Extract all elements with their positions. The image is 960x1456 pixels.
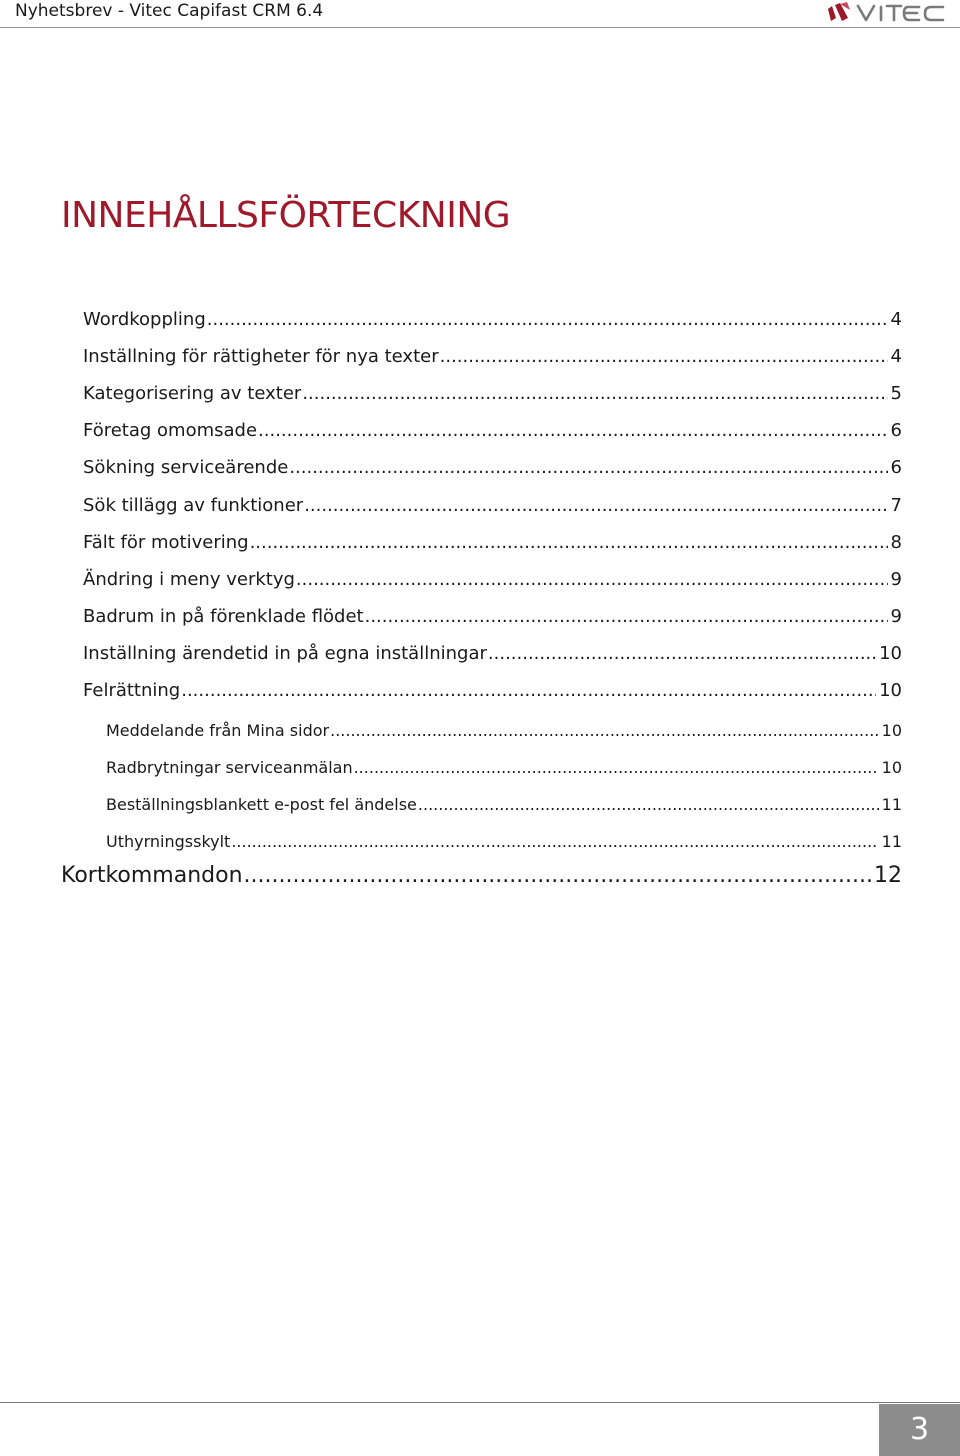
toc-leader: [330, 721, 879, 740]
toc-leader: [488, 643, 876, 664]
toc-entry-page: 5: [890, 383, 902, 404]
toc-subentry[interactable]: [106, 721, 902, 743]
toc-entry-page: 10: [881, 721, 902, 740]
header-title: Nyhetsbrev - Vitec Capifast CRM 6.4: [15, 1, 324, 21]
toc-entry-title: Företag omomsade: [83, 420, 258, 441]
toc-entry-title: Sökning serviceärende: [83, 457, 289, 478]
toc-entry-page: 8: [890, 532, 902, 553]
toc-entry-page: 10: [881, 758, 902, 777]
toc-leader: [258, 420, 888, 441]
toc-entry-title: Beställningsblankett e-post fel ändelse: [106, 795, 417, 814]
toc-entry[interactable]: [83, 569, 902, 593]
toc-entry-title: Badrum in på förenklade flödet: [83, 606, 364, 627]
page-header: [0, 0, 960, 28]
toc-leader: [289, 457, 887, 478]
toc-heading: INNEHÅLLSFÖRTECKNING: [61, 195, 511, 236]
toc-leader: [207, 309, 888, 330]
toc-entry-page: 9: [890, 606, 902, 627]
toc-entry[interactable]: [83, 643, 902, 667]
toc-entry[interactable]: [83, 383, 902, 407]
toc-entry[interactable]: [83, 532, 902, 556]
toc-entry-title: Meddelande från Mina sidor: [106, 721, 330, 740]
toc-leader: [181, 680, 876, 701]
toc-entry-title: Felrättning: [83, 680, 181, 701]
toc-subentry[interactable]: [106, 832, 902, 854]
toc-entry-page: 4: [890, 346, 902, 367]
toc-leader: [231, 832, 878, 851]
toc-subentry[interactable]: [106, 795, 902, 817]
toc-leader: [440, 346, 888, 367]
toc-entry-page: 10: [879, 643, 902, 664]
toc-entry[interactable]: [83, 606, 902, 630]
toc-leader: [354, 758, 879, 777]
toc-entry-page: 9: [890, 569, 902, 590]
toc-entry[interactable]: [83, 495, 902, 519]
toc-entry-title: Uthyrningsskylt: [106, 832, 231, 851]
vitec-logo: [826, 1, 948, 23]
toc-leader: [296, 569, 888, 590]
toc-entry[interactable]: [83, 457, 902, 481]
toc-entry-title: Inställning för rättigheter för nya texter: [83, 346, 439, 367]
toc-entry-page: 4: [890, 309, 902, 330]
header-divider: [0, 27, 960, 28]
toc-entry-title: Wordkoppling: [83, 309, 206, 330]
page-number: 3: [909, 1412, 930, 1447]
toc-leader: [418, 795, 879, 814]
toc-entry-title: Fält för motivering: [83, 532, 249, 553]
toc-entry-title: Kortkommandon: [61, 863, 243, 888]
toc-entry[interactable]: [83, 346, 902, 370]
toc-entry[interactable]: [83, 309, 902, 333]
toc-entry-page: 7: [890, 495, 902, 516]
toc-entry[interactable]: [83, 420, 902, 444]
toc-leader: [302, 383, 887, 404]
toc-entry-title: Kategorisering av texter: [83, 383, 302, 404]
toc-entry-page: 6: [890, 420, 902, 441]
toc-entry-title: Inställning ärendetid in på egna inställningar: [83, 643, 487, 664]
toc-entry-page: 11: [881, 832, 902, 851]
toc-subentry[interactable]: [106, 758, 902, 780]
toc-leader: [365, 606, 888, 627]
toc-entry-title: Sök tillägg av funktioner: [83, 495, 304, 516]
toc-entry-title: Ändring i meny verktyg: [83, 569, 295, 590]
toc-entry[interactable]: [83, 680, 902, 704]
toc-leader: [250, 532, 888, 553]
toc-entry-page: 10: [879, 680, 902, 701]
toc-leader: [304, 495, 887, 516]
toc-entry-page: 11: [881, 795, 902, 814]
footer-divider: [0, 1402, 960, 1403]
toc-leader: [244, 863, 871, 888]
toc-entry-title: Radbrytningar serviceanmälan: [106, 758, 353, 777]
toc-entry-page: 12: [874, 863, 902, 888]
toc-top-entry[interactable]: [61, 863, 902, 891]
toc-entry-page: 6: [890, 457, 902, 478]
